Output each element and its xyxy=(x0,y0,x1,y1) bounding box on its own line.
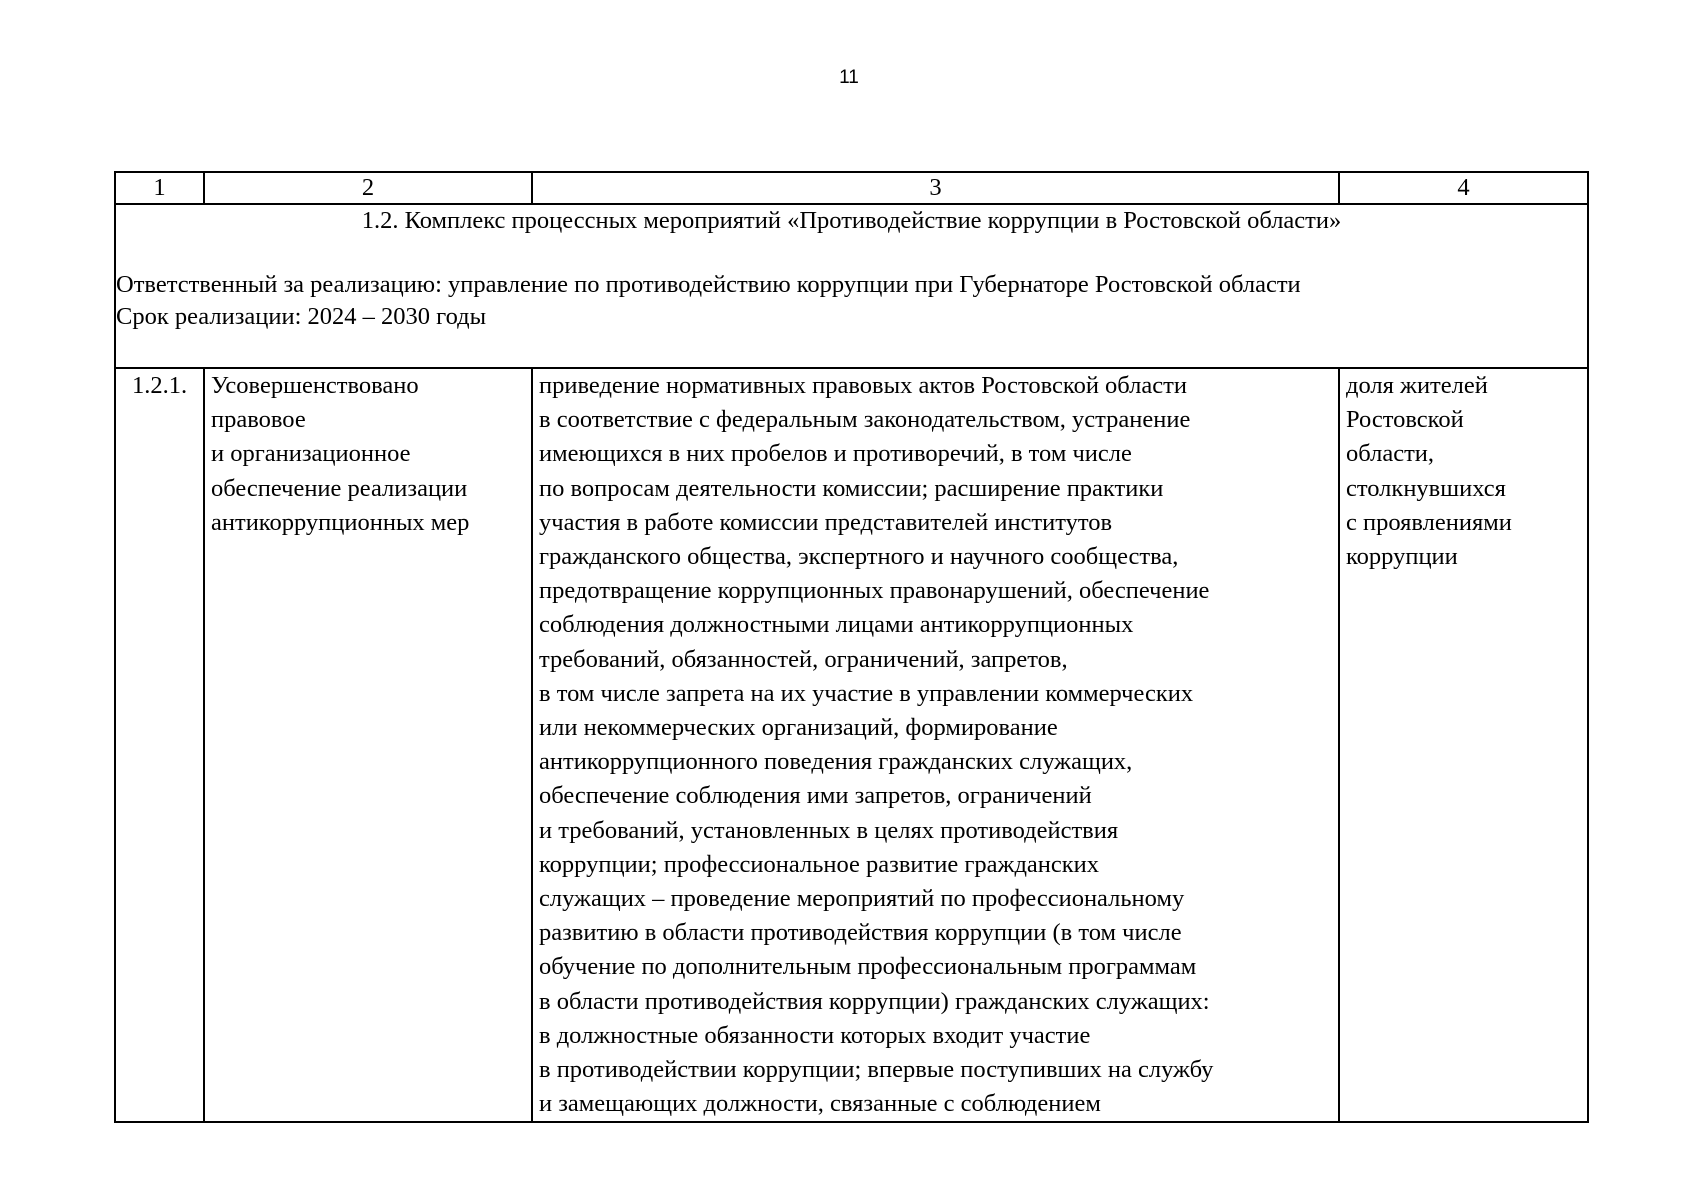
section-responsible: Ответственный за реализацию: управление по противодействию коррупции при Губернаторе Ростовской области xyxy=(116,271,1301,298)
description-line: в соответствие с федеральным законодательством, устранение xyxy=(539,406,1191,434)
indicator-line: столкнувшихся xyxy=(1346,474,1506,502)
description-line: в области противодействия коррупции) гражданских служащих: xyxy=(539,987,1210,1015)
task-line: антикоррупционных мер xyxy=(211,508,470,536)
section-title: 1.2. Комплекс процессных мероприятий «Противодействие коррупции в Ростовской области» xyxy=(361,207,1342,234)
section-term: Срок реализации: 2024 – 2030 годы xyxy=(116,303,487,330)
column-numbers-row xyxy=(115,172,1588,204)
description-line: в том числе запрета на их участие в управлении коммерческих xyxy=(539,679,1194,707)
column-number-4: 4 xyxy=(1339,172,1588,204)
page-number: 11 xyxy=(839,67,859,88)
section-row xyxy=(115,204,1588,368)
column-number-3: 3 xyxy=(532,172,1339,204)
section-spacer xyxy=(116,237,1587,269)
description-line: в должностные обязанности которых входит участие xyxy=(539,1021,1091,1049)
task-line: правовое xyxy=(211,406,306,434)
indicator-line: коррупции xyxy=(1346,543,1458,571)
indicator-line: Ростовской xyxy=(1346,406,1464,434)
measures-table xyxy=(114,171,1589,1123)
description-line: приведение нормативных правовых актов Ростовской области xyxy=(539,372,1187,399)
indicator-cell xyxy=(1339,368,1588,1122)
column-number-2: 2 xyxy=(204,172,532,204)
description-line: и требований, установленных в целях противодействия xyxy=(539,816,1119,844)
description-line: участия в работе комиссии представителей институтов xyxy=(539,508,1113,536)
description-line: развитию в области противодействия коррупции (в том числе xyxy=(539,919,1182,947)
description-line: обучение по дополнительным профессиональным программам xyxy=(539,953,1197,981)
description-line: и замещающих должности, связанные с соблюдением xyxy=(539,1090,1101,1118)
task-cell xyxy=(204,368,532,1122)
indicator-line: области, xyxy=(1346,440,1435,468)
description-line: служащих – проведение мероприятий по профессиональному xyxy=(539,885,1185,913)
description-line: предотвращение коррупционных правонарушений, обеспечение xyxy=(539,577,1210,605)
task-line: Усовершенствовано xyxy=(211,372,419,399)
description-line: в противодействии коррупции; впервые поступивших на службу xyxy=(539,1056,1214,1084)
description-line: гражданского общества, экспертного и научного сообщества, xyxy=(539,543,1179,571)
description-line: антикоррупционного поведения гражданских служащих, xyxy=(539,748,1133,776)
task-line: и организационное xyxy=(211,440,411,468)
description-line: по вопросам деятельности комиссии; расширение практики xyxy=(539,474,1164,502)
description-line: обеспечение соблюдения ими запретов, ограничений xyxy=(539,782,1092,810)
description-cell xyxy=(532,368,1339,1122)
row-number: 1.2.1. xyxy=(115,368,204,1122)
description-line: соблюдения должностными лицами антикоррупционных xyxy=(539,611,1134,639)
description-line: имеющихся в них пробелов и противоречий, в том числе xyxy=(539,440,1132,468)
indicator-line: с проявлениями xyxy=(1346,508,1512,536)
task-line: обеспечение реализации xyxy=(211,474,468,502)
description-line: коррупции; профессиональное развитие гражданских xyxy=(539,850,1100,878)
indicator-line: доля жителей xyxy=(1346,372,1488,399)
column-number-1: 1 xyxy=(115,172,204,204)
section-cell xyxy=(115,204,1588,368)
description-line: или некоммерческих организаций, формирование xyxy=(539,714,1058,742)
description-line: требований, обязанностей, ограничений, запретов, xyxy=(539,645,1068,673)
table-row xyxy=(115,368,1588,1122)
